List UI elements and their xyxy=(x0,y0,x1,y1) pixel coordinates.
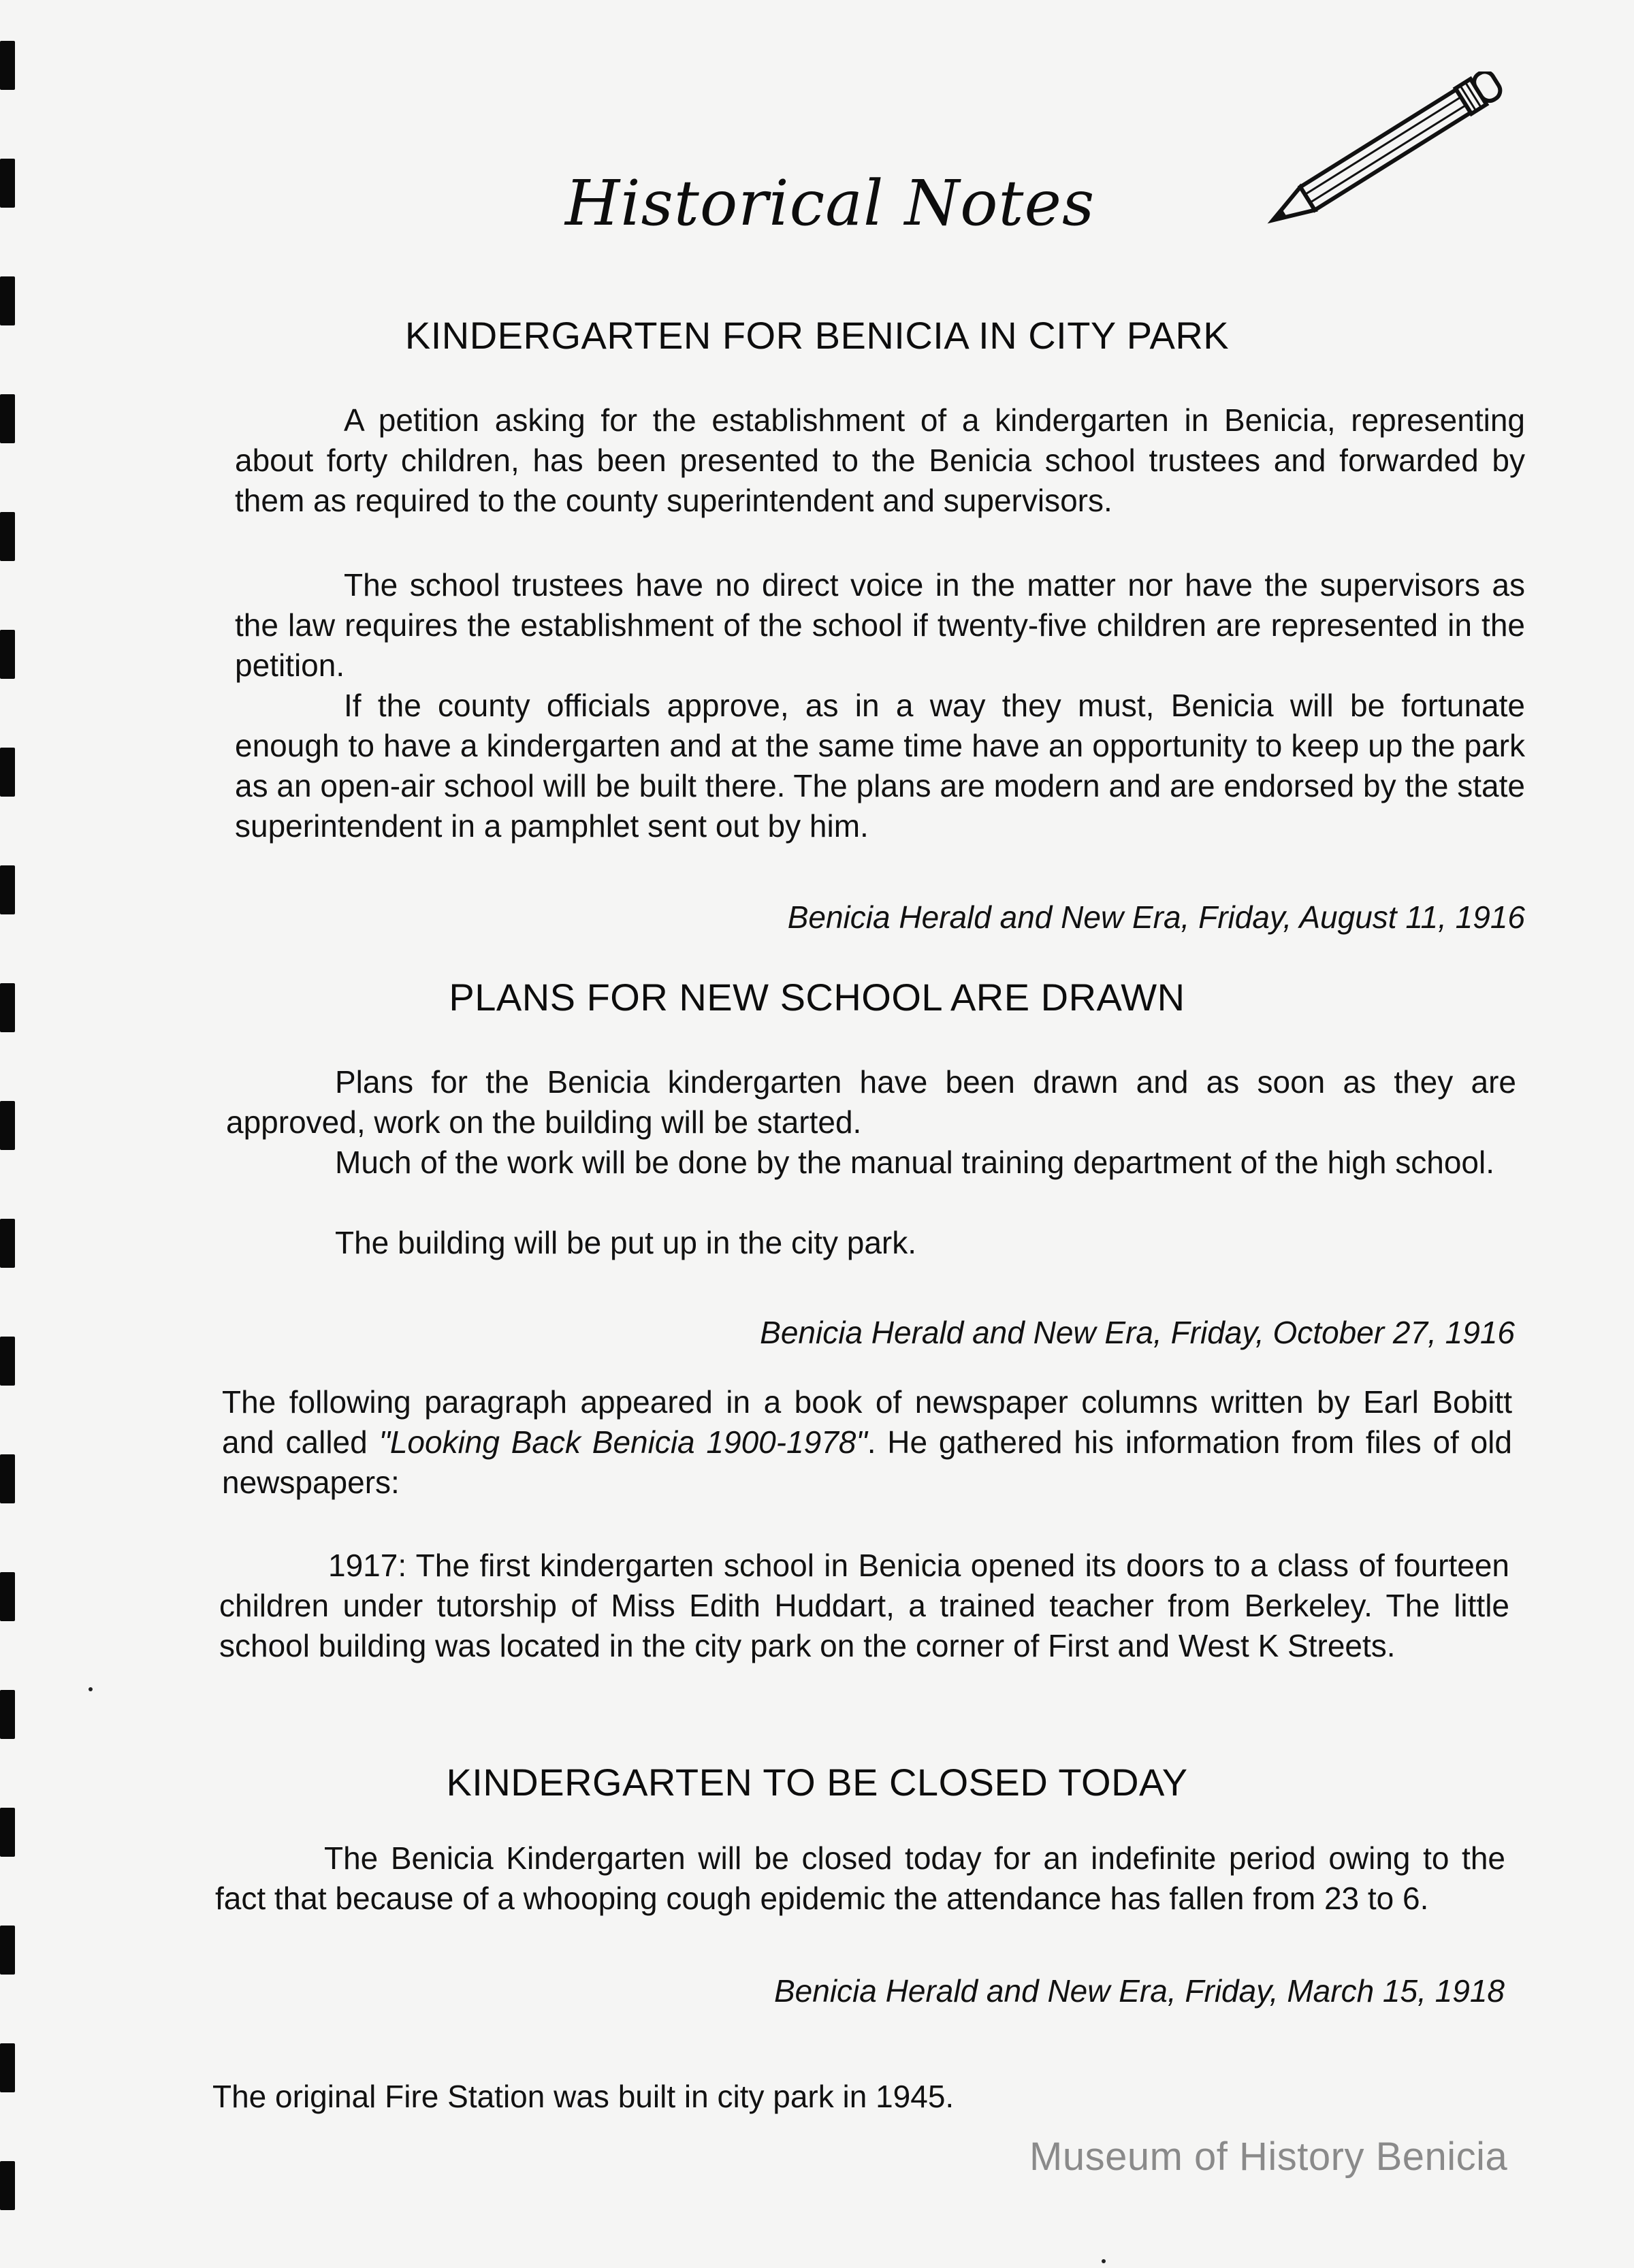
binding-hole xyxy=(0,1454,15,1503)
watermark: Museum of History Benicia xyxy=(1029,2135,1508,2179)
section-heading-plans-drawn: PLANS FOR NEW SCHOOL ARE DRAWN xyxy=(449,976,1185,1019)
binding-hole xyxy=(0,1572,15,1621)
binding-hole xyxy=(0,394,15,443)
binding-hole xyxy=(0,865,15,914)
binding-hole xyxy=(0,748,15,797)
binding-hole xyxy=(0,2043,15,2092)
paragraph-plans: Plans for the Benicia kindergarten have been drawn and as soon as they are approved, work on the building will be started. xyxy=(226,1064,1516,1140)
fire-station-note: The original Fire Station was built in city park in 1945. xyxy=(212,2079,955,2114)
paragraph-trustees: The school trustees have no direct voice in the matter nor have the supervisors as the law requires the establishment of the school if twenty-five children are represented in the petition. xyxy=(235,567,1525,683)
citation-october-1916: Benicia Herald and New Era, Friday, October 27, 1916 xyxy=(760,1315,1515,1350)
binding-hole xyxy=(0,512,15,561)
binding-hole xyxy=(0,1219,15,1268)
binding-hole xyxy=(0,1690,15,1739)
section-heading-kindergarten-for-benicia: KINDERGARTEN FOR BENICIA IN CITY PARK xyxy=(404,314,1230,357)
paragraph-petition: A petition asking for the establishment of a kindergarten in Benicia, representing about forty children, has been presented to the Benicia school trustees and forwarded by them as required to the county superintendent and supervisors. xyxy=(235,402,1525,518)
citation-august-1916: Benicia Herald and New Era, Friday, August 11, 1916 xyxy=(787,899,1525,935)
paragraph-county-officials: If the county officials approve, as in a way they must, Benicia will be fortunate enough to have a kindergarten and at the same time have an opportunity to keep up the park as an open-air school will be built there. The plans are modern and are endorsed by the state superintendent in a pamphlet sent out by him. xyxy=(235,688,1525,844)
page-header xyxy=(565,146,1518,262)
page-title: Historical Notes xyxy=(565,167,1095,240)
binding-hole xyxy=(0,1101,15,1150)
binding-hole xyxy=(0,2161,15,2210)
binding-hole xyxy=(0,41,15,90)
book-title: "Looking Back Benicia 1900-1978" xyxy=(379,1424,867,1460)
binding-hole xyxy=(0,1926,15,1975)
section-heading-closed-today: KINDERGARTEN TO BE CLOSED TODAY xyxy=(446,1761,1188,1804)
binding-hole xyxy=(0,1337,15,1386)
scan-speck xyxy=(89,1687,93,1691)
paragraph-manual-training: Much of the work will be done by the manual training department of the high school. xyxy=(335,1145,1494,1180)
binding-hole xyxy=(0,159,15,208)
citation-march-1918: Benicia Herald and New Era, Friday, March 15, 1918 xyxy=(773,1973,1505,2009)
binding-hole xyxy=(0,630,15,679)
paragraph-earl-bobitt: The following paragraph appeared in a book of newspaper columns written by Earl Bobitt and called "Looking Back Benicia 1900-1978". He gathered his information from files of old newspapers: xyxy=(222,1384,1512,1500)
binding-hole xyxy=(0,1808,15,1857)
paragraph-closed: The Benicia Kindergarten will be closed today for an indefinite period owing to the fact that because of a whooping cough epidemic the attendance has fallen from 23 to 6. xyxy=(215,1840,1505,1916)
paragraph-building: The building will be put up in the city park. xyxy=(335,1225,917,1260)
paragraph-1917-quote: 1917: The first kindergarten school in Benicia opened its doors to a class of fourteen children under tutorship of Miss Edith Huddart, a trained teacher from Berkeley. The little school building was located in the city park on the corner of First and West K Streets. xyxy=(219,1548,1509,1663)
scan-speck xyxy=(1102,2259,1106,2263)
pencil-icon xyxy=(1239,71,1532,228)
